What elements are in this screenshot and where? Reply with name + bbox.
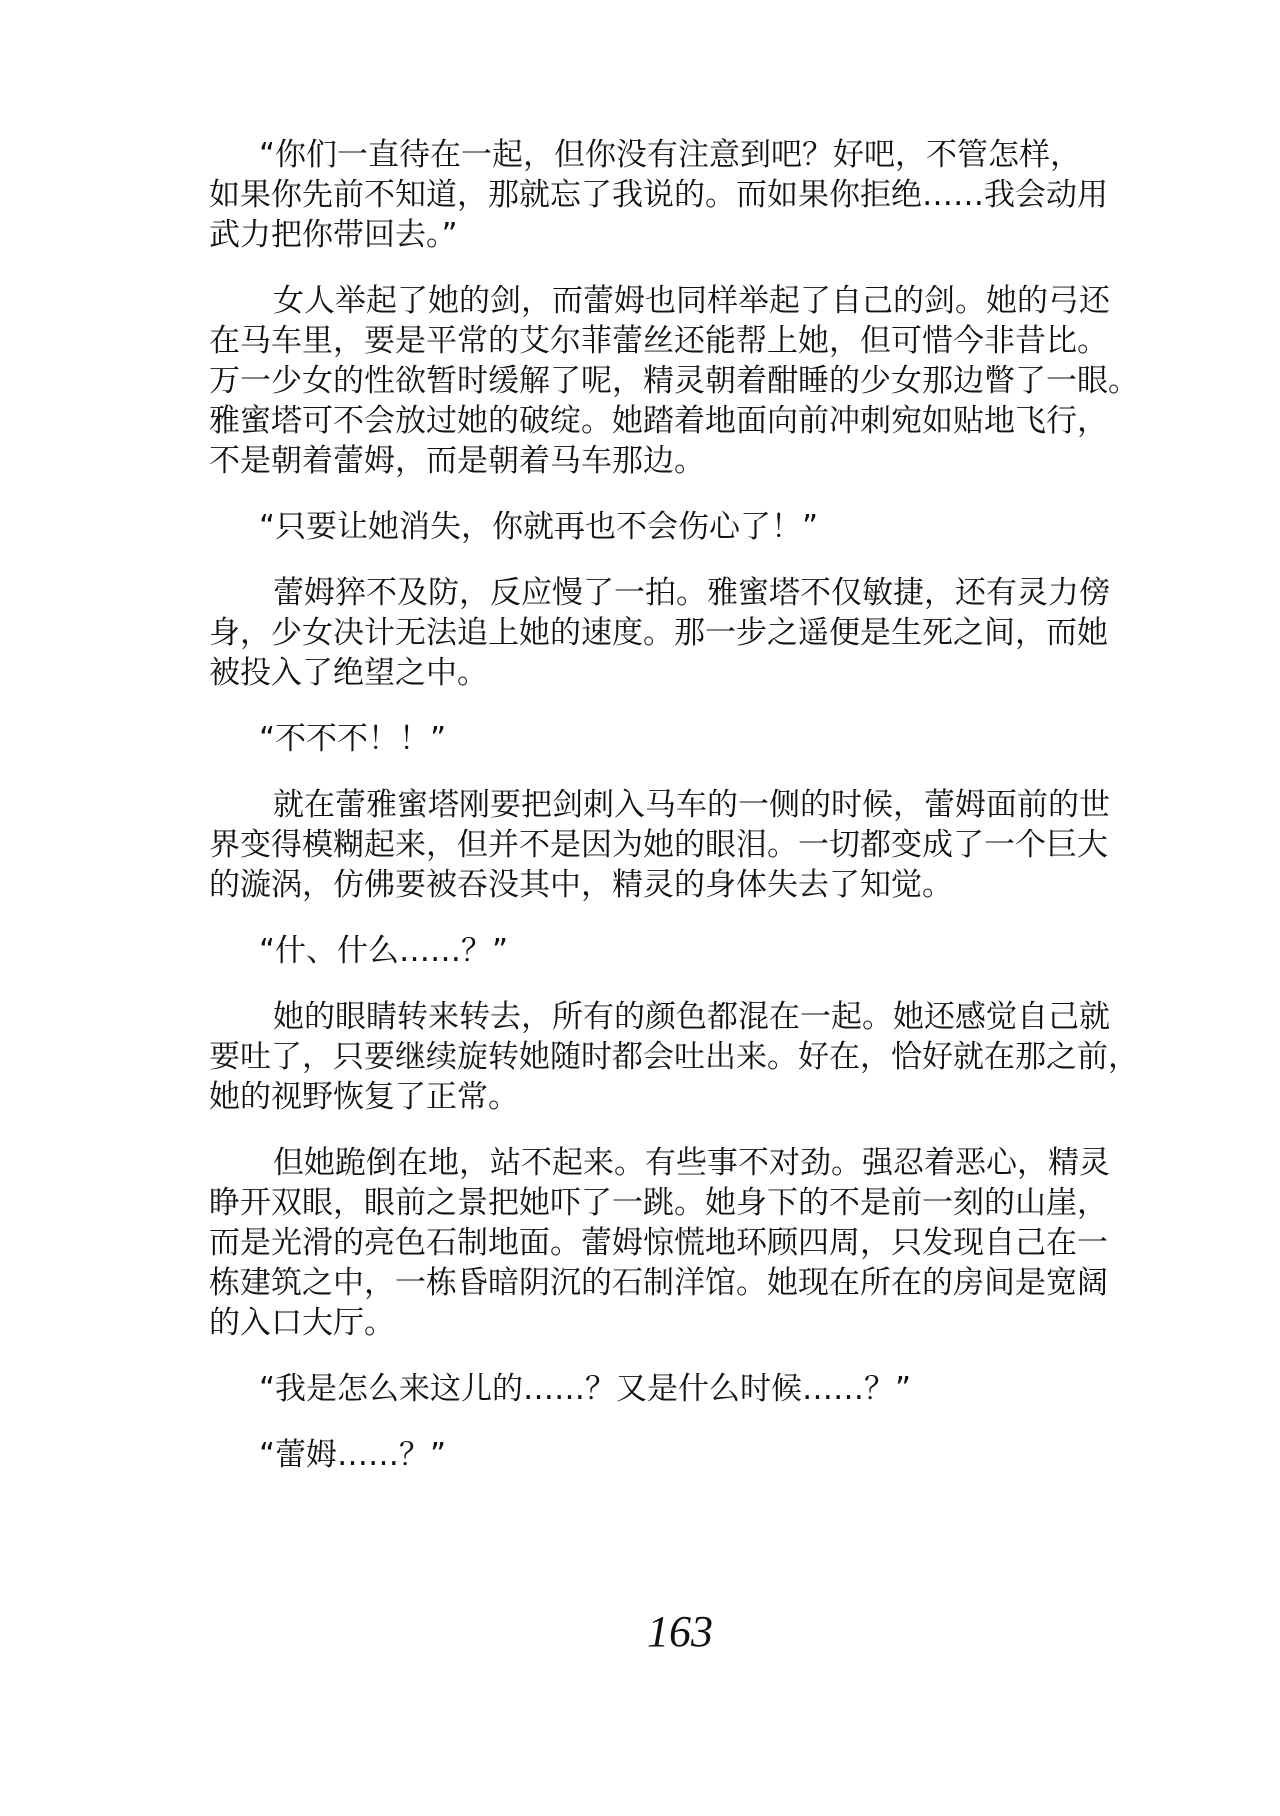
text-line: 蕾姆猝不及防，反应慢了一拍。雅蜜塔不仅敏捷，还有灵力傍 [273,575,1110,611]
narrative-paragraph [209,997,1141,1117]
text-line: 雅蜜塔可不会放过她的破绽。她踏着地面向前冲刺宛如贴地飞行， [209,403,1108,439]
dialogue-paragraph [209,507,1141,547]
dialogue-paragraph [209,1435,1141,1475]
dialogue-paragraph [209,719,1141,759]
text-line: “我是怎么来这儿的……？又是什么时候……？” [259,1371,912,1407]
text-line: 武力把你带回去。” [209,217,458,253]
dialogue-paragraph [209,135,1141,255]
text-line: 如果你先前不知道，那就忘了我说的。而如果你拒绝……我会动用 [209,177,1108,213]
text-line: “你们一直待在一起，但你没有注意到吧？好吧，不管怎样， [259,137,1082,173]
text-line: 的漩涡，仿佛要被吞没其中，精灵的身体失去了知觉。 [209,867,953,903]
text-line: 就在蕾雅蜜塔刚要把剑刺入马车的一侧的时候，蕾姆面前的世 [273,787,1110,823]
text-line: 但她跪倒在地，站不起来。有些事不对劲。强忍着恶心，精灵 [273,1145,1110,1181]
text-line: 她的视野恢复了正常。 [209,1079,519,1115]
narrative-paragraph [209,573,1141,693]
text-line: “蕾姆……？” [259,1437,447,1473]
text-line: 栋建筑之中，一栋昏暗阴沉的石制洋馆。她现在所在的房间是宽阔 [209,1265,1108,1301]
text-line: 女人举起了她的剑，而蕾姆也同样举起了自己的剑。她的弓还 [273,283,1110,319]
narrative-paragraph [209,1143,1141,1343]
text-line: 的入口大厅。 [209,1305,395,1341]
text-line: 而是光滑的亮色石制地面。蕾姆惊慌地环顾四周，只发现自己在一 [209,1225,1108,1261]
text-line: 界变得模糊起来，但并不是因为她的眼泪。一切都变成了一个巨大 [209,827,1108,863]
page-number: 163 [647,1607,713,1656]
text-line: 她的眼睛转来转去，所有的颜色都混在一起。她还感觉自己就 [273,999,1110,1035]
text-line: 不是朝着蕾姆，而是朝着马车那边。 [209,443,705,479]
text-line: “什、什么……？” [259,933,509,969]
body-text [209,135,1141,1501]
narrative-paragraph [209,785,1141,905]
text-line: 在马车里，要是平常的艾尔菲蕾丝还能帮上她，但可惜今非昔比。 [209,323,1108,359]
text-line: “不不不！！” [259,721,447,757]
text-line: 要吐了，只要继续旋转她随时都会吐出来。好在，恰好就在那之前， [209,1039,1139,1075]
text-line: “只要让她消失，你就再也不会伤心了！” [259,509,819,545]
dialogue-paragraph [209,931,1141,971]
narrative-paragraph [209,281,1141,481]
text-line: 睁开双眼，眼前之景把她吓了一跳。她身下的不是前一刻的山崖， [209,1185,1108,1221]
text-line: 身，少女决计无法追上她的速度。那一步之遥便是生死之间，而她 [209,615,1108,651]
text-line: 万一少女的性欲暂时缓解了呢，精灵朝着酣睡的少女那边瞥了一眼。 [209,363,1139,399]
dialogue-paragraph [209,1369,1141,1409]
text-line: 被投入了绝望之中。 [209,655,488,691]
